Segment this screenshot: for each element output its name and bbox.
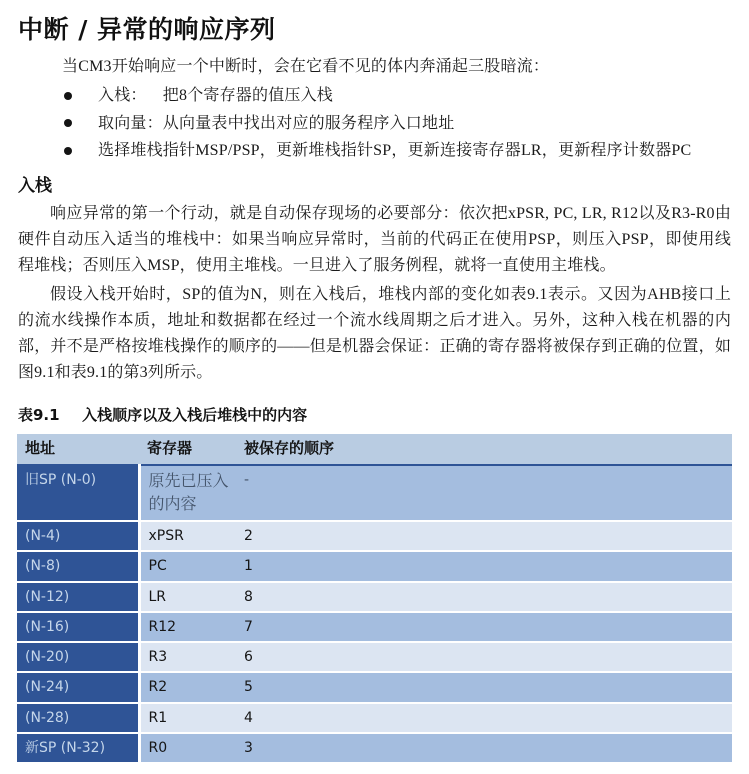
list-item-label: 选择堆栈指针MSP/PSP，更新堆栈指针SP，更新连接寄存器LR，更新程序计数器PC [98, 142, 692, 160]
cell-register: R1 [139, 703, 236, 733]
table-row [17, 733, 732, 763]
list-item-label: 入栈： 把8个寄存器的值压入栈 [98, 87, 334, 105]
cell-register: PC [139, 551, 236, 581]
cell-address: (N-16) [17, 612, 139, 642]
cell-register: R0 [139, 733, 236, 763]
cell-register: R12 [139, 612, 236, 642]
cell-address: (N-12) [17, 582, 139, 612]
cell-order: 3 [236, 733, 732, 763]
cell-order: 2 [236, 521, 732, 551]
cell-address: 旧SP (N-0) [17, 465, 139, 521]
cell-register: xPSR [139, 521, 236, 551]
column-header-address: 地址 [17, 434, 139, 465]
cell-order: 4 [236, 703, 732, 733]
bullet-dot-icon [64, 92, 72, 100]
page-title: 中断 / 异常的响应序列 [18, 15, 276, 44]
table-row [17, 582, 732, 612]
bullet-dot-icon [64, 119, 72, 127]
cell-register: R3 [139, 642, 236, 672]
cell-address: (N-8) [17, 551, 139, 581]
table-container [0, 434, 749, 764]
cell-register: LR [139, 582, 236, 612]
list-item [62, 82, 739, 110]
cell-order: 1 [236, 551, 732, 581]
cell-order: 8 [236, 582, 732, 612]
body-paragraph-2: 假设入栈开始时，SP的值为N，则在入栈后，堆栈内部的变化如表9.1表示。又因为AHB接口上的流水线操作本质，地址和数据都在经过一个流水线周期之后才进入。另外，这种入栈在机器的内部，并不是严格按堆栈操作的顺序的——但是机器会保证：正确的寄存器将被保存到正确的位置，如图9.1和表9.1的第3列所示。 [18, 286, 731, 382]
cell-address: (N-20) [17, 642, 139, 672]
bullet-list [0, 82, 749, 165]
cell-address: 新SP (N-32) [17, 733, 139, 763]
stack-contents-table [17, 434, 732, 764]
table-caption: 表9.1 入栈顺序以及入栈后堆栈中的内容 [18, 406, 308, 425]
spacer [0, 165, 749, 175]
table-row [17, 551, 732, 581]
intro-paragraph: 当CM3开始响应一个中断时，会在它看不见的体内奔涌起三股暗流： [62, 58, 550, 76]
cell-address: (N-4) [17, 521, 139, 551]
list-item-label: 取向量：从向量表中找出对应的服务程序入口地址 [98, 114, 455, 132]
cell-address: (N-24) [17, 672, 139, 702]
list-item [62, 110, 739, 138]
table-row [17, 465, 732, 521]
table-row [17, 703, 732, 733]
list-item [62, 137, 739, 165]
table-body [17, 465, 732, 764]
column-header-order: 被保存的顺序 [236, 434, 732, 465]
table-row [17, 521, 732, 551]
cell-order: - [236, 465, 732, 521]
table-header [17, 434, 732, 465]
cell-order: 5 [236, 672, 732, 702]
cell-register: 原先已压入的内容 [139, 465, 236, 521]
table-row [17, 642, 732, 672]
cell-order: 6 [236, 642, 732, 672]
table-row [17, 612, 732, 642]
bullet-dot-icon [64, 147, 72, 155]
cell-address: (N-28) [17, 703, 139, 733]
cell-register: R2 [139, 672, 236, 702]
table-header-row [17, 434, 732, 465]
body-paragraph-1: 响应异常的第一个行动，就是自动保存现场的必要部分：依次把xPSR, PC, LR, R12以及R3-R0由硬件自动压入适当的堆栈中：如果当响应异常时，当前的代码正在使用PSP，则压入PSP，即使用线程堆栈；否则压入MSP，使用主堆栈。一旦进入了服务例程，就将一直使用主堆栈。 [18, 204, 731, 274]
section-title: 入栈 [18, 175, 52, 196]
table-row [17, 672, 732, 702]
cell-order: 7 [236, 612, 732, 642]
column-header-register: 寄存器 [139, 434, 236, 465]
